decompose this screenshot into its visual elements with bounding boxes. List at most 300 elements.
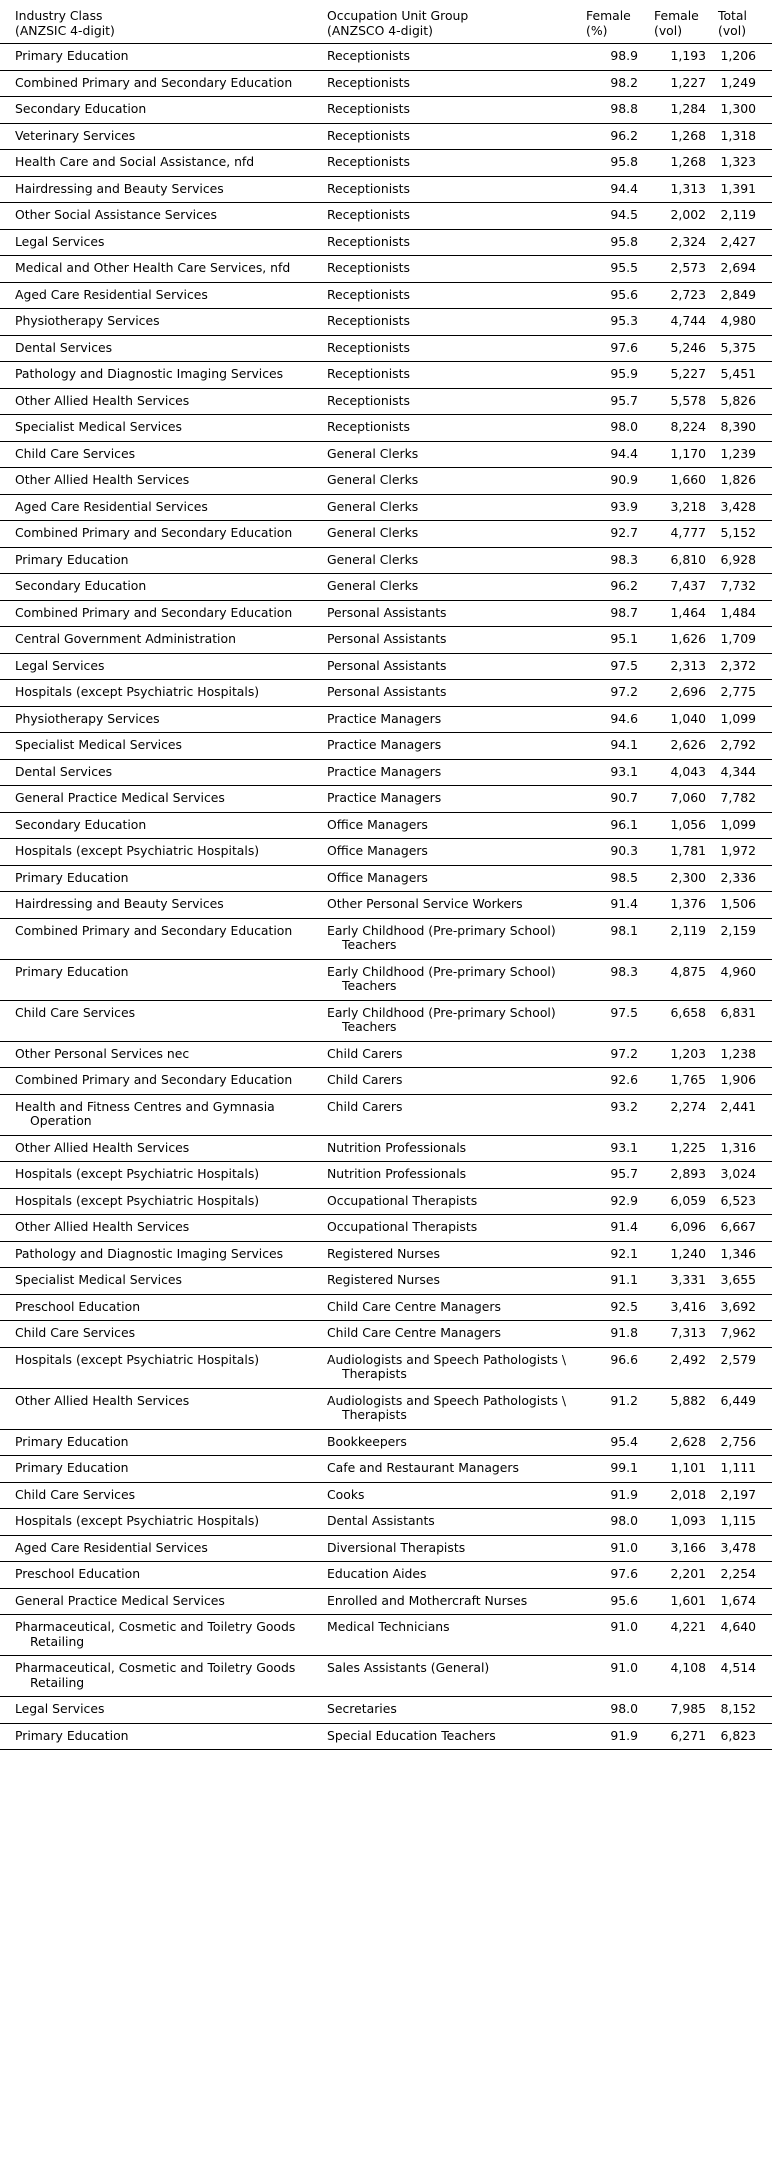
female-pct-cell-text: 90.3 — [610, 843, 638, 858]
occupation-cell-text: Receptionists — [327, 366, 410, 381]
industry-class-cell — [0, 309, 327, 336]
occupation-cell — [327, 150, 582, 177]
industry-class-cell-text: Pathology and Diagnostic Imaging Services — [15, 1245, 284, 1261]
industry-class-cell-text: Hospitals (except Psychiatric Hospitals) — [15, 843, 260, 858]
header-industry-line1: Industry Class — [15, 8, 103, 23]
industry-class-cell-text: Health Care and Social Assistance, nfd — [15, 154, 255, 169]
female-pct-cell-text: 93.9 — [610, 498, 638, 514]
female-pct-cell — [582, 1562, 650, 1589]
industry-class-cell — [0, 1723, 327, 1750]
occupation-cell — [327, 123, 582, 150]
industry-class-cell-text: Combined Primary and Secondary Education — [15, 1072, 293, 1087]
female-pct-cell — [582, 97, 650, 124]
female-pct-cell — [582, 786, 650, 813]
total-vol-cell — [714, 468, 772, 495]
occupation-cell-text: General Clerks — [327, 551, 419, 567]
female-vol-cell-text: 3,166 — [670, 1539, 706, 1555]
female-vol-cell — [650, 1656, 714, 1697]
female-vol-cell-text: 1,240 — [670, 1245, 706, 1261]
female-vol-cell-text: 1,284 — [670, 101, 706, 116]
header-occupation-line2: (ANZSCO 4-digit) — [327, 22, 433, 38]
industry-class-cell-text: Other Social Assistance Services — [15, 207, 218, 222]
female-pct-cell — [582, 1000, 650, 1041]
female-vol-cell-text: 1,376 — [670, 896, 706, 911]
occupation-cell-text: Receptionists — [327, 286, 410, 302]
female-vol-cell — [650, 1294, 714, 1321]
industry-class-cell-text: Preschool Education — [15, 1298, 141, 1314]
industry-class-cell-text: Secondary Education — [15, 578, 147, 593]
header-occupation-group — [327, 7, 582, 44]
industry-class-cell — [0, 1041, 327, 1068]
industry-class-cell — [0, 1135, 327, 1162]
table-row — [0, 521, 772, 548]
female-pct-cell — [582, 441, 650, 468]
female-vol-cell — [650, 1135, 714, 1162]
occupation-cell-text: Receptionists — [327, 74, 410, 90]
female-vol-cell-text: 4,777 — [670, 525, 706, 540]
female-vol-cell — [650, 1588, 714, 1615]
industry-class-cell-text: Aged Care Residential Services — [15, 498, 208, 514]
female-pct-cell-text: 95.6 — [610, 1592, 638, 1608]
total-vol-cell-text: 1,484 — [720, 604, 756, 620]
female-pct-cell-text: 98.9 — [610, 48, 638, 63]
female-vol-cell — [650, 918, 714, 959]
female-pct-cell — [582, 282, 650, 309]
occupation-cell — [327, 70, 582, 97]
female-pct-cell-text: 98.0 — [610, 419, 638, 434]
female-vol-cell-text: 1,313 — [670, 180, 706, 196]
total-vol-cell — [714, 812, 772, 839]
occupation-cell-text: Audiologists and Speech Pathologists \ Therapists — [327, 1351, 567, 1381]
table-row — [0, 150, 772, 177]
industry-class-cell — [0, 1588, 327, 1615]
industry-class-cell-text: Primary Education — [15, 48, 129, 63]
female-pct-cell-text: 94.6 — [610, 710, 638, 726]
occupation-cell-text: Registered Nurses — [327, 1272, 440, 1287]
female-pct-cell-text: 92.1 — [610, 1245, 638, 1261]
occupation-cell-text: Occupational Therapists — [327, 1219, 478, 1234]
female-pct-cell — [582, 494, 650, 521]
occupation-cell — [327, 309, 582, 336]
occupation-cell-text: Audiologists and Speech Pathologists \ Therapists — [327, 1392, 567, 1422]
industry-class-cell-text: Medical and Other Health Care Services, nfd — [15, 260, 291, 275]
total-vol-cell — [714, 759, 772, 786]
female-vol-cell-text: 2,313 — [670, 657, 706, 673]
female-pct-cell — [582, 335, 650, 362]
total-vol-cell-text: 6,831 — [720, 1004, 756, 1020]
occupation-cell — [327, 362, 582, 389]
total-vol-cell-text: 2,694 — [720, 260, 756, 275]
female-vol-cell-text: 2,018 — [670, 1486, 706, 1502]
occupation-cell-text: Enrolled and Mothercraft Nurses — [327, 1592, 528, 1608]
total-vol-cell — [714, 1347, 772, 1388]
occupation-cell-text: Sales Assistants (General) — [327, 1660, 490, 1675]
total-vol-cell — [714, 680, 772, 707]
female-vol-cell-text: 1,093 — [670, 1513, 706, 1528]
female-pct-cell-text: 95.8 — [610, 233, 638, 249]
occupation-cell — [327, 1162, 582, 1189]
table-row — [0, 494, 772, 521]
industry-class-cell-text: Dental Services — [15, 763, 113, 779]
occupation-cell-text: Child Care Centre Managers — [327, 1298, 501, 1314]
industry-class-cell-text: Combined Primary and Secondary Education — [15, 604, 293, 620]
occupation-cell — [327, 786, 582, 813]
table-row — [0, 468, 772, 495]
industry-class-cell — [0, 1241, 327, 1268]
industry-class-cell — [0, 256, 327, 283]
occupation-cell-text: Receptionists — [327, 127, 410, 143]
total-vol-cell — [714, 1068, 772, 1095]
occupation-cell — [327, 1429, 582, 1456]
female-vol-cell-text: 6,810 — [670, 551, 706, 567]
total-vol-cell — [714, 1215, 772, 1242]
table-row — [0, 44, 772, 71]
female-pct-cell — [582, 839, 650, 866]
female-vol-cell — [650, 1562, 714, 1589]
female-vol-cell — [650, 150, 714, 177]
occupation-cell — [327, 229, 582, 256]
industry-class-cell — [0, 415, 327, 442]
table-row — [0, 123, 772, 150]
female-pct-cell — [582, 1388, 650, 1429]
female-vol-cell — [650, 1162, 714, 1189]
occupation-cell — [327, 388, 582, 415]
total-vol-cell-text: 1,674 — [720, 1592, 756, 1608]
occupation-cell — [327, 1656, 582, 1697]
industry-class-cell-text: Hospitals (except Psychiatric Hospitals) — [15, 1513, 260, 1528]
female-vol-cell — [650, 335, 714, 362]
total-vol-cell — [714, 335, 772, 362]
industry-class-cell-text: Veterinary Services — [15, 127, 136, 143]
female-pct-cell-text: 91.0 — [610, 1660, 638, 1675]
industry-class-cell — [0, 1535, 327, 1562]
industry-class-cell-text: Aged Care Residential Services — [15, 1539, 208, 1555]
table-row — [0, 706, 772, 733]
table-row — [0, 1723, 772, 1750]
total-vol-cell-text: 1,206 — [720, 48, 756, 63]
occupation-cell — [327, 176, 582, 203]
occupation-cell-text: Medical Technicians — [327, 1619, 450, 1634]
female-vol-cell — [650, 1000, 714, 1041]
occupation-cell — [327, 203, 582, 230]
total-vol-cell — [714, 1535, 772, 1562]
header-total-line2: (vol) — [718, 22, 747, 38]
table-row — [0, 335, 772, 362]
industry-class-cell-text: Primary Education — [15, 1460, 129, 1475]
total-vol-cell — [714, 1135, 772, 1162]
total-vol-cell — [714, 388, 772, 415]
table-row — [0, 1162, 772, 1189]
occupation-cell-text: Child Care Centre Managers — [327, 1325, 501, 1340]
occupation-cell — [327, 1347, 582, 1388]
occupation-cell — [327, 1588, 582, 1615]
occupation-cell-text: Bookkeepers — [327, 1433, 407, 1449]
female-pct-cell — [582, 653, 650, 680]
occupation-cell-text: Office Managers — [327, 869, 428, 885]
table-body — [0, 44, 772, 1750]
total-vol-cell — [714, 97, 772, 124]
total-vol-cell — [714, 1429, 772, 1456]
occupation-cell — [327, 97, 582, 124]
occupation-cell-text: Receptionists — [327, 419, 410, 434]
female-vol-cell-text: 8,224 — [670, 419, 706, 434]
female-vol-cell — [650, 1429, 714, 1456]
female-pct-cell — [582, 574, 650, 601]
female-pct-cell-text: 99.1 — [610, 1460, 638, 1475]
total-vol-cell — [714, 1723, 772, 1750]
total-vol-cell — [714, 1162, 772, 1189]
total-vol-cell — [714, 1000, 772, 1041]
female-vol-cell — [650, 1723, 714, 1750]
total-vol-cell — [714, 1656, 772, 1697]
total-vol-cell-text: 1,972 — [720, 843, 756, 858]
occupation-cell-text: Receptionists — [327, 180, 410, 196]
female-pct-cell — [582, 959, 650, 1000]
occupation-cell-text: General Clerks — [327, 578, 419, 593]
female-vol-cell-text: 1,193 — [670, 48, 706, 63]
table-row — [0, 1068, 772, 1095]
industry-class-cell — [0, 1456, 327, 1483]
total-vol-cell — [714, 733, 772, 760]
total-vol-cell — [714, 203, 772, 230]
female-vol-cell-text: 2,300 — [670, 869, 706, 885]
female-vol-cell — [650, 1321, 714, 1348]
table-row — [0, 229, 772, 256]
total-vol-cell — [714, 1294, 772, 1321]
total-vol-cell — [714, 865, 772, 892]
female-pct-cell-text: 96.2 — [610, 127, 638, 143]
table-row — [0, 574, 772, 601]
occupation-cell — [327, 441, 582, 468]
female-pct-cell-text: 95.9 — [610, 366, 638, 381]
total-vol-cell — [714, 959, 772, 1000]
industry-class-cell — [0, 600, 327, 627]
female-vol-cell-text: 1,056 — [670, 816, 706, 832]
female-pct-cell-text: 96.1 — [610, 816, 638, 832]
occupation-cell-text: Receptionists — [327, 260, 410, 275]
total-vol-cell-text: 6,523 — [720, 1192, 756, 1208]
female-pct-cell-text: 97.5 — [610, 1004, 638, 1020]
industry-class-cell-text: Specialist Medical Services — [15, 1272, 182, 1287]
table-row — [0, 1135, 772, 1162]
industry-class-cell-text: Legal Services — [15, 657, 105, 673]
female-vol-cell — [650, 362, 714, 389]
female-pct-cell-text: 96.2 — [610, 578, 638, 593]
female-pct-cell-text: 95.1 — [610, 631, 638, 646]
total-vol-cell-text: 4,640 — [720, 1619, 756, 1634]
female-vol-cell-text: 4,221 — [670, 1619, 706, 1634]
industry-class-cell — [0, 1188, 327, 1215]
occupation-cell — [327, 468, 582, 495]
occupation-cell-text: Practice Managers — [327, 710, 442, 726]
industry-class-cell — [0, 1562, 327, 1589]
female-vol-cell — [650, 521, 714, 548]
female-pct-cell-text: 91.0 — [610, 1539, 638, 1555]
table-row — [0, 1388, 772, 1429]
industry-class-cell-text: Legal Services — [15, 233, 105, 249]
industry-class-cell-text: Other Allied Health Services — [15, 392, 190, 408]
industry-class-cell — [0, 468, 327, 495]
occupation-cell — [327, 759, 582, 786]
industry-class-cell-text: Combined Primary and Secondary Education — [15, 922, 293, 938]
occupation-cell — [327, 1697, 582, 1724]
table-row — [0, 1588, 772, 1615]
occupation-cell — [327, 1241, 582, 1268]
female-vol-cell-text: 1,040 — [670, 710, 706, 726]
occupation-cell — [327, 1094, 582, 1135]
total-vol-cell-text: 6,928 — [720, 551, 756, 567]
total-vol-cell — [714, 70, 772, 97]
female-vol-cell — [650, 123, 714, 150]
occupation-cell-text: Practice Managers — [327, 763, 442, 779]
total-vol-cell-text: 5,826 — [720, 392, 756, 408]
female-pct-cell-text: 94.1 — [610, 737, 638, 752]
industry-class-cell-text: Combined Primary and Secondary Education — [15, 525, 293, 540]
female-pct-cell-text: 95.7 — [610, 392, 638, 408]
total-vol-cell — [714, 653, 772, 680]
female-pct-cell-text: 92.5 — [610, 1298, 638, 1314]
female-vol-cell — [650, 865, 714, 892]
female-vol-cell — [650, 441, 714, 468]
table-row — [0, 282, 772, 309]
header-total-line1: Total — [718, 8, 747, 23]
female-pct-cell-text: 95.7 — [610, 1166, 638, 1181]
female-vol-cell-text: 1,101 — [670, 1460, 706, 1475]
table-row — [0, 865, 772, 892]
female-vol-cell — [650, 1347, 714, 1388]
occupation-cell-text: Nutrition Professionals — [327, 1139, 467, 1155]
female-pct-cell-text: 91.4 — [610, 896, 638, 911]
industry-class-cell — [0, 97, 327, 124]
occupation-cell-text: Receptionists — [327, 313, 410, 328]
female-vol-cell — [650, 680, 714, 707]
occupation-cell — [327, 627, 582, 654]
female-vol-cell-text: 7,313 — [670, 1325, 706, 1340]
occupation-cell-text: Secretaries — [327, 1701, 397, 1716]
female-pct-cell — [582, 1268, 650, 1295]
industry-class-cell-text: Hospitals (except Psychiatric Hospitals) — [15, 1192, 260, 1208]
industry-class-cell — [0, 892, 327, 919]
occupation-cell — [327, 892, 582, 919]
header-female-pct-line1: Female — [586, 8, 631, 23]
occupation-cell-text: Child Carers — [327, 1072, 403, 1087]
occupation-cell — [327, 335, 582, 362]
female-pct-cell — [582, 1135, 650, 1162]
total-vol-cell — [714, 1615, 772, 1656]
female-pct-cell-text: 98.1 — [610, 922, 638, 938]
female-pct-cell-text: 94.5 — [610, 207, 638, 222]
female-pct-cell — [582, 1656, 650, 1697]
total-vol-cell — [714, 362, 772, 389]
female-vol-cell — [650, 1241, 714, 1268]
female-pct-cell — [582, 1588, 650, 1615]
female-pct-cell-text: 97.6 — [610, 339, 638, 355]
table-row — [0, 1321, 772, 1348]
total-vol-cell — [714, 1588, 772, 1615]
table-row — [0, 1615, 772, 1656]
female-pct-cell-text: 90.9 — [610, 472, 638, 487]
female-vol-cell-text: 6,096 — [670, 1219, 706, 1234]
total-vol-cell-text: 3,655 — [720, 1272, 756, 1287]
table-row — [0, 733, 772, 760]
female-vol-cell-text: 5,227 — [670, 366, 706, 381]
total-vol-cell — [714, 1697, 772, 1724]
female-pct-cell-text: 96.6 — [610, 1351, 638, 1367]
female-vol-cell-text: 3,331 — [670, 1272, 706, 1287]
female-vol-cell — [650, 706, 714, 733]
total-vol-cell — [714, 123, 772, 150]
industry-class-cell — [0, 839, 327, 866]
industry-class-cell-text: Physiotherapy Services — [15, 313, 160, 328]
total-vol-cell-text: 7,962 — [720, 1325, 756, 1340]
occupation-cell — [327, 256, 582, 283]
total-vol-cell-text: 1,238 — [720, 1045, 756, 1061]
female-pct-cell — [582, 706, 650, 733]
occupation-cell — [327, 918, 582, 959]
industry-class-cell — [0, 1429, 327, 1456]
female-vol-cell-text: 2,723 — [670, 286, 706, 302]
occupation-cell-text: Receptionists — [327, 207, 410, 222]
industry-class-cell-text: Pathology and Diagnostic Imaging Services — [15, 366, 284, 381]
total-vol-cell — [714, 494, 772, 521]
female-pct-cell-text: 98.5 — [610, 869, 638, 885]
table-row — [0, 1294, 772, 1321]
occupation-cell — [327, 1723, 582, 1750]
occupation-cell — [327, 706, 582, 733]
female-pct-cell — [582, 627, 650, 654]
total-vol-cell — [714, 574, 772, 601]
female-vol-cell-text: 6,271 — [670, 1727, 706, 1743]
female-pct-cell-text: 98.0 — [610, 1701, 638, 1716]
table-row — [0, 388, 772, 415]
industry-class-cell — [0, 123, 327, 150]
total-vol-cell-text: 2,792 — [720, 737, 756, 752]
total-vol-cell — [714, 256, 772, 283]
industry-class-cell-text: Primary Education — [15, 963, 129, 979]
total-vol-cell — [714, 1562, 772, 1589]
industry-class-cell — [0, 203, 327, 230]
table-row — [0, 97, 772, 124]
table-row — [0, 759, 772, 786]
occupation-cell — [327, 1041, 582, 1068]
occupation-cell-text: Receptionists — [327, 48, 410, 63]
industry-class-cell — [0, 521, 327, 548]
female-pct-cell — [582, 547, 650, 574]
female-pct-cell-text: 91.1 — [610, 1272, 638, 1287]
total-vol-cell — [714, 282, 772, 309]
industry-class-cell-text: General Practice Medical Services — [15, 1592, 225, 1608]
total-vol-cell-text: 8,390 — [720, 419, 756, 434]
industry-class-cell — [0, 176, 327, 203]
female-pct-cell — [582, 1188, 650, 1215]
total-vol-cell-text: 3,478 — [720, 1539, 756, 1555]
table-row — [0, 70, 772, 97]
female-pct-cell — [582, 1347, 650, 1388]
industry-class-cell — [0, 362, 327, 389]
female-pct-cell — [582, 600, 650, 627]
female-pct-cell — [582, 1482, 650, 1509]
occupation-cell-text: General Clerks — [327, 445, 419, 461]
female-vol-cell-text: 5,882 — [670, 1392, 706, 1408]
female-vol-cell-text: 7,437 — [670, 578, 706, 593]
female-pct-cell-text: 91.9 — [610, 1486, 638, 1502]
female-pct-cell-text: 97.6 — [610, 1566, 638, 1581]
industry-class-cell — [0, 865, 327, 892]
industry-class-cell — [0, 150, 327, 177]
industry-class-cell — [0, 1388, 327, 1429]
occupation-cell-text: Cooks — [327, 1486, 365, 1502]
industry-class-cell-text: Other Allied Health Services — [15, 1139, 190, 1155]
